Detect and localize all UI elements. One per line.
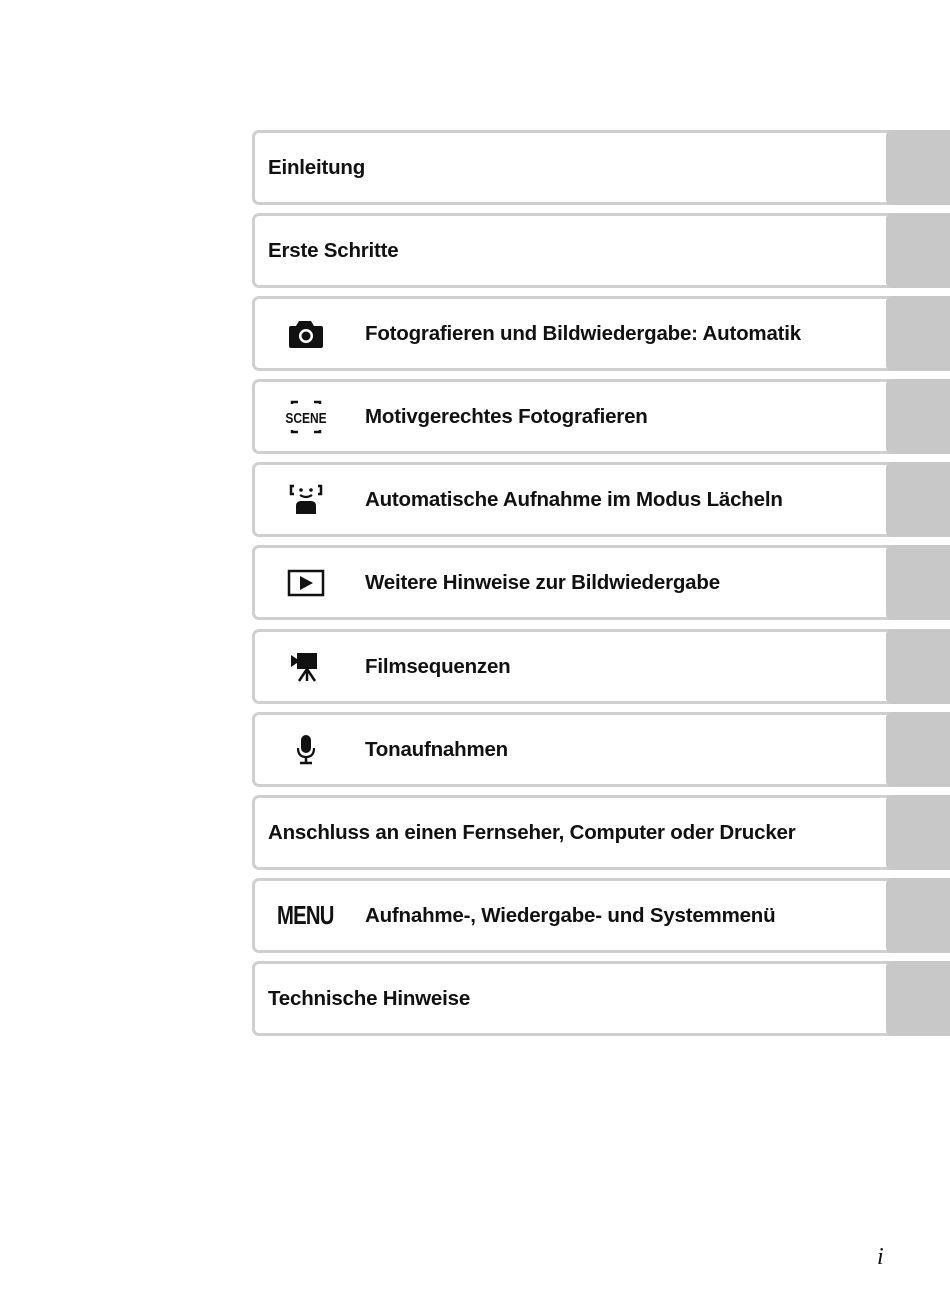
toc-item-bildwiedergabe[interactable] — [252, 545, 950, 620]
toc-item-label: Tonaufnahmen — [365, 737, 508, 761]
section-tab — [886, 795, 950, 870]
toc-item-label: Motivgerechtes Fotografieren — [365, 404, 648, 428]
toc-item-anschluss[interactable] — [252, 795, 950, 870]
toc-item-label: Weitere Hinweise zur Bildwiedergabe — [365, 570, 720, 594]
section-tab — [886, 462, 950, 537]
page-number: i — [877, 1244, 884, 1270]
section-tab — [886, 629, 950, 704]
toc-item-label: Automatische Aufnahme im Modus Lächeln — [365, 487, 783, 511]
section-tab — [886, 130, 950, 205]
section-tab — [886, 296, 950, 371]
section-tab — [886, 379, 950, 454]
section-tab — [886, 213, 950, 288]
toc-item-label: Anschluss an einen Fernseher, Computer oder Drucker — [268, 820, 796, 844]
svg-text:SCENE: SCENE — [285, 409, 327, 426]
toc-item-einleitung[interactable] — [252, 130, 950, 205]
movie-camera-icon — [283, 649, 329, 685]
toc-item-modus-laecheln[interactable] — [252, 462, 950, 537]
toc-item-erste-schritte[interactable] — [252, 213, 950, 288]
microphone-icon — [283, 732, 329, 768]
toc-item-label: Fotografieren und Bildwiedergabe: Automatik — [365, 321, 801, 345]
toc-item-label: Filmsequenzen — [365, 654, 511, 678]
toc-item-motivgerechtes-fotografieren[interactable] — [252, 379, 950, 454]
toc-item-menues[interactable] — [252, 878, 950, 953]
scene-icon — [283, 399, 329, 435]
toc-item-technische-hinweise[interactable] — [252, 961, 950, 1036]
smile-mode-icon — [283, 482, 329, 518]
toc-item-label: Aufnahme-, Wiedergabe- und Systemmenü — [365, 903, 776, 927]
menu-icon: MENU — [276, 900, 334, 930]
section-tab — [886, 545, 950, 620]
toc-item-filmsequenzen[interactable] — [252, 629, 950, 704]
section-tab — [886, 878, 950, 953]
toc-item-fotografieren-automatik[interactable] — [252, 296, 950, 371]
toc-item-label: Erste Schritte — [268, 238, 399, 262]
toc-item-label: Einleitung — [268, 155, 366, 179]
toc-item-tonaufnahmen[interactable] — [252, 712, 950, 787]
playback-icon — [283, 565, 329, 601]
toc-item-label: Technische Hinweise — [268, 986, 471, 1010]
camera-icon — [283, 316, 329, 352]
section-tab — [886, 961, 950, 1036]
section-tab — [886, 712, 950, 787]
